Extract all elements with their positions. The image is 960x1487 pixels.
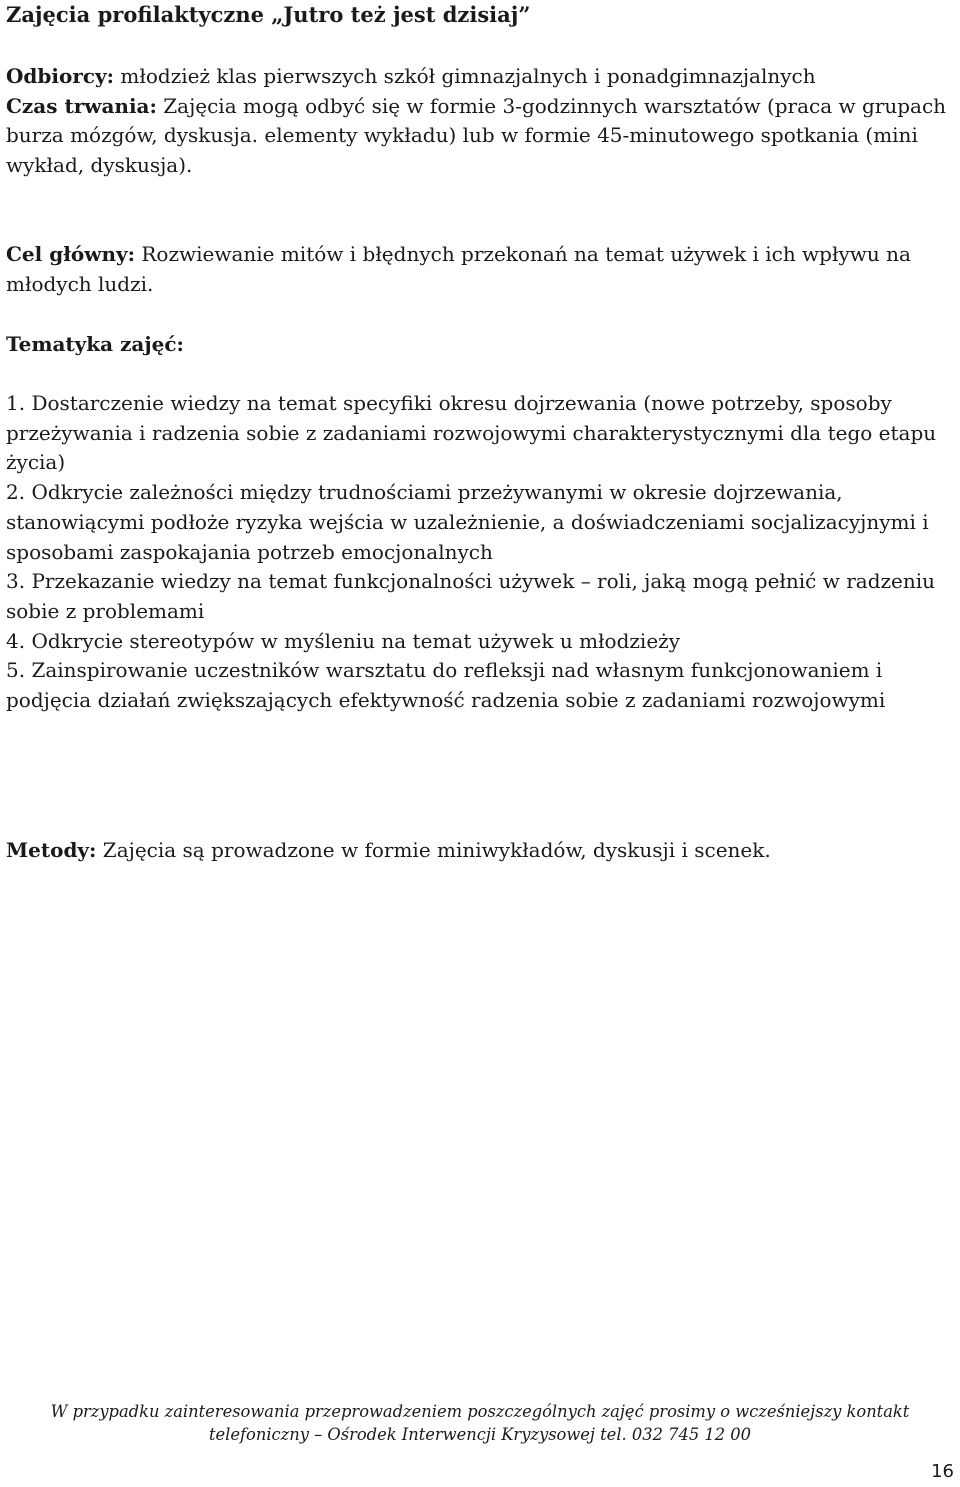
recipients-label: Odbiorcy: xyxy=(6,64,115,88)
topic-item: 4. Odkrycie stereotypów w myśleniu na temat używek u młodzieży xyxy=(6,628,680,653)
methods-block xyxy=(6,836,956,866)
document-title: Zajęcia profilaktyczne „Jutro też jest dzisiaj” xyxy=(6,2,531,27)
main-goal-block xyxy=(6,240,956,299)
meta-block xyxy=(6,62,956,181)
main-goal-text: Rozwiewanie mitów i błędnych przekonań na temat używek i ich wpływu na młodych ludzi. xyxy=(6,242,911,296)
methods-label: Metody: xyxy=(6,838,97,862)
topic-item: 5. Zainspirowanie uczestników warsztatu do refleksji nad własnym funkcjonowaniem i podjęcia działań zwiększających efektywność radzenia sobie z zadaniami rozwojowymi xyxy=(6,658,886,713)
topics-heading: Tematyka zajęć: xyxy=(6,332,184,356)
duration-label: Czas trwania: xyxy=(6,93,157,118)
topic-item: 1. Dostarczenie wiedzy na temat specyfiki okresu dojrzewania (nowe potrzeby, sposoby przeżywania i radzenia sobie z zadaniami rozwojowymi charakterystycznymi dla tego etapu życia) xyxy=(6,391,937,475)
topics-list xyxy=(6,389,956,716)
topic-item: 2. Odkrycie zależności między trudnościami przeżywanymi w okresie dojrzewania, stanowiącymi podłoże ryzyka wejścia w uzależnienie, a doświadczeniami socjalizacyjnymi i sposobami zaspokajania potrzeb emocjonalnych xyxy=(6,480,929,564)
recipients-line xyxy=(6,62,956,92)
duration-line xyxy=(6,92,956,181)
page-number: 16 xyxy=(931,1461,954,1482)
footer-line-1: W przypadku zainteresowania przeprowadzeniem poszczególnych zajęć prosimy o wcześniejszy kontakt xyxy=(50,1402,910,1421)
duration-text: Zajęcia mogą odbyć się w formie 3-godzinnych warsztatów (praca w grupach burza mózgów, dyskusja. elementy wykładu) lub w formie 45-minutowego spotkania (mini wykład, dyskusja). xyxy=(6,93,947,178)
topic-item: 3. Przekazanie wiedzy na temat funkcjonalności używek – roli, jaką mogą pełnić w radzeniu sobie z problemami xyxy=(6,569,936,623)
footer-line-2: telefoniczny – Ośrodek Interwencji Kryzysowej tel. 032 745 12 00 xyxy=(208,1425,751,1444)
page-footer xyxy=(0,1400,960,1446)
methods-text: Zajęcia są prowadzone w formie miniwykładów, dyskusji i scenek. xyxy=(102,838,771,862)
recipients-text: młodzież klas pierwszych szkół gimnazjalnych i ponadgimnazjalnych xyxy=(120,64,816,88)
main-goal-label: Cel główny: xyxy=(6,242,135,266)
